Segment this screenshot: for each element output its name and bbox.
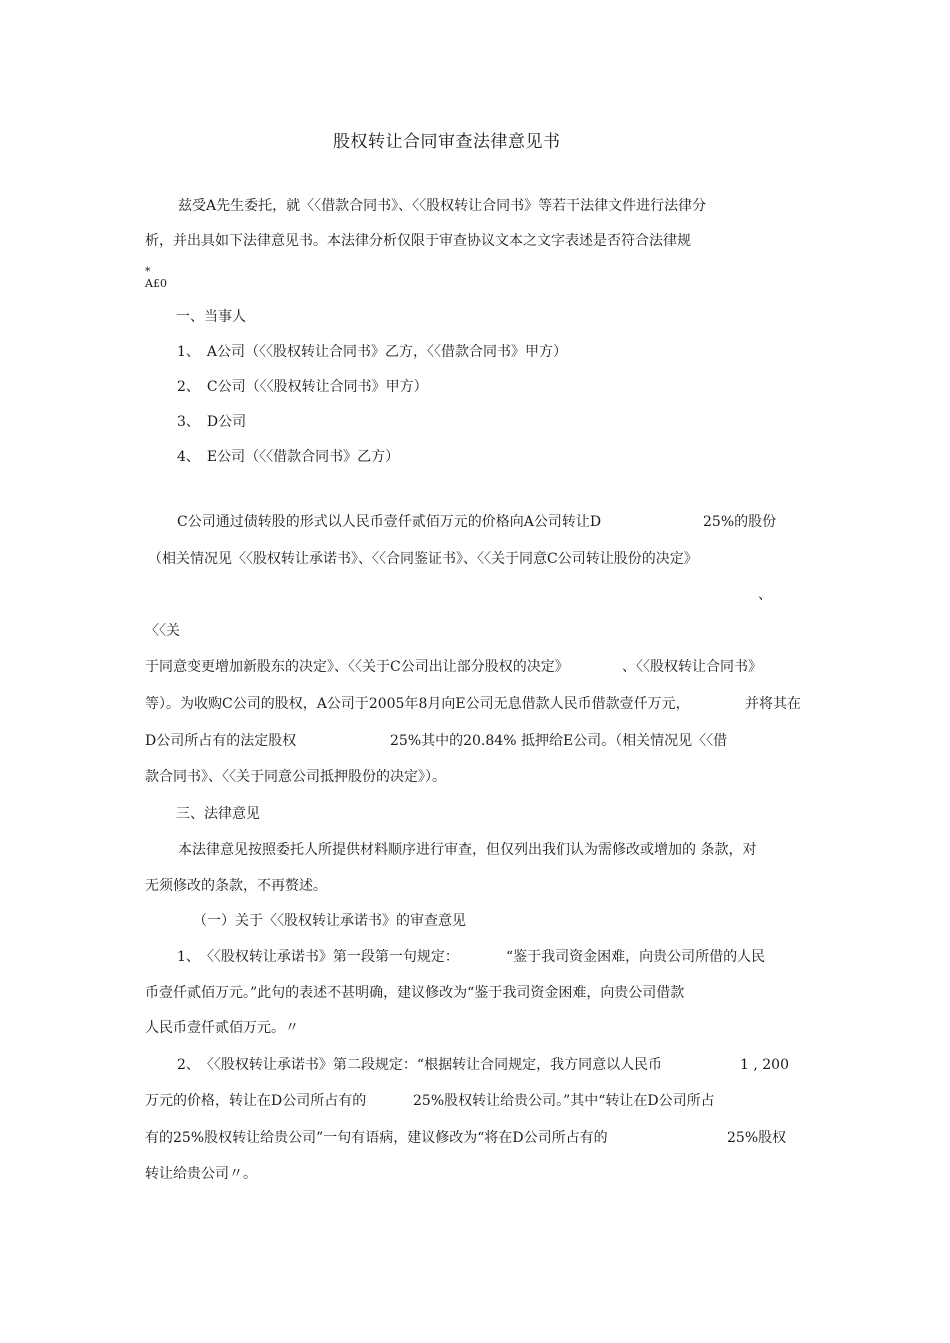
opinion-item-1-line-1b: “鉴于我司资金困难，向贵公司所借的人民 [506, 949, 766, 965]
intro-line-1: 兹受A先生委托，就〈〈借款合同书》、〈〈股权转让合同书》等若干法律文件进行法律分 [178, 198, 707, 214]
facts-line-7b: 25%其中的20.84% 抵押给E公司。（相关情况见〈〈借 [390, 733, 728, 749]
opinion-item-2-line-1a: 2、 〈〈股权转让承诺书》第二段规定：“根据转让合同规定，我方同意以人民币 [177, 1057, 663, 1073]
section-heading-legal-opinion: 三、法律意见 [176, 806, 260, 822]
opinion-subheading: （一）关于〈〈股权转让承诺书》的审查意见 [193, 913, 466, 929]
facts-line-1b: 25%的股份 [703, 514, 777, 530]
intro-star: * [145, 265, 151, 278]
facts-line-5b: 、〈〈股权转让合同书》 [622, 659, 762, 675]
intro-line-2: 析，并出具如下法律意见书。本法律分析仅限于审查协议文本之文字表述是否符合法律规 [145, 233, 691, 249]
opinion-item-2-line-3b: 25%股权 [727, 1130, 787, 1146]
opinion-para-line-1: 本法律意见按照委托人所提供材料顺序进行审查，但仅列出我们认为需修改或增加的 条款，对 [178, 842, 757, 858]
opinion-item-2-amount: 1 , 200 [740, 1057, 789, 1073]
party-item: 1、 A公司（〈〈股权转让合同书》乙方，〈〈借款合同书》甲方） [177, 344, 568, 360]
opinion-item-1-line-3: 人民币壹仟贰佰万元。〃 [145, 1020, 299, 1036]
facts-line-1a: C公司通过债转股的形式以人民币壹仟贰佰万元的价格向A公司转让D [177, 514, 602, 530]
facts-line-7a: D公司所占有的法定股权 [145, 733, 297, 749]
opinion-item-2-line-2b: 25%股权转让给贵公司。”其中“转让在D公司所占 [413, 1093, 715, 1109]
opinion-item-1-line-1a: 1、 〈〈股权转让承诺书》第一段第一句规定： [177, 949, 459, 965]
facts-line-2: （相关情况见〈〈股权转让承诺书》、〈〈合同鉴证书》、〈〈关于同意C公司转让股份的决定》 [148, 551, 698, 567]
opinion-item-2-line-3a: 有的25%股权转让给贵公司”一句有语病，建议修改为“将在D公司所占有的 [145, 1130, 608, 1146]
facts-line-6b: 并将其在 [745, 696, 801, 712]
intro-garbled-text: A£0 [145, 277, 167, 290]
opinion-item-1-line-2: 币壹仟贰佰万元。”此句的表述不甚明确，建议修改为“鉴于我司资金困难，向贵公司借款 [145, 985, 685, 1001]
section-heading-parties: 一、当事人 [176, 309, 246, 325]
facts-line-8: 款合同书》、〈〈关于同意公司抵押股份的决定》）。 [145, 769, 446, 785]
document-title: 股权转让合同审查法律意见书 [333, 132, 561, 152]
opinion-para-line-2: 无须修改的条款，不再赘述。 [145, 878, 327, 894]
party-item: 3、 D公司 [177, 414, 247, 430]
facts-line-3: 、 [758, 587, 772, 603]
party-item: 4、 E公司（〈〈借款合同书》乙方） [177, 449, 400, 465]
party-item: 2、 C公司（〈〈股权转让合同书》甲方） [177, 379, 428, 395]
facts-line-6a: 等）。为收购C公司的股权，A公司于2005年8月向E公司无息借款人民币借款壹仟万元， [145, 696, 690, 712]
opinion-item-2-line-4: 转让给贵公司〃。 [145, 1166, 257, 1182]
facts-line-5a: 于同意变更增加新股东的决定》、〈〈关于C公司出让部分股权的决定》 [145, 659, 569, 675]
opinion-item-2-line-2a: 万元的价格，转让在D公司所占有的 [145, 1093, 367, 1109]
facts-line-4: 〈〈关 [145, 623, 180, 639]
